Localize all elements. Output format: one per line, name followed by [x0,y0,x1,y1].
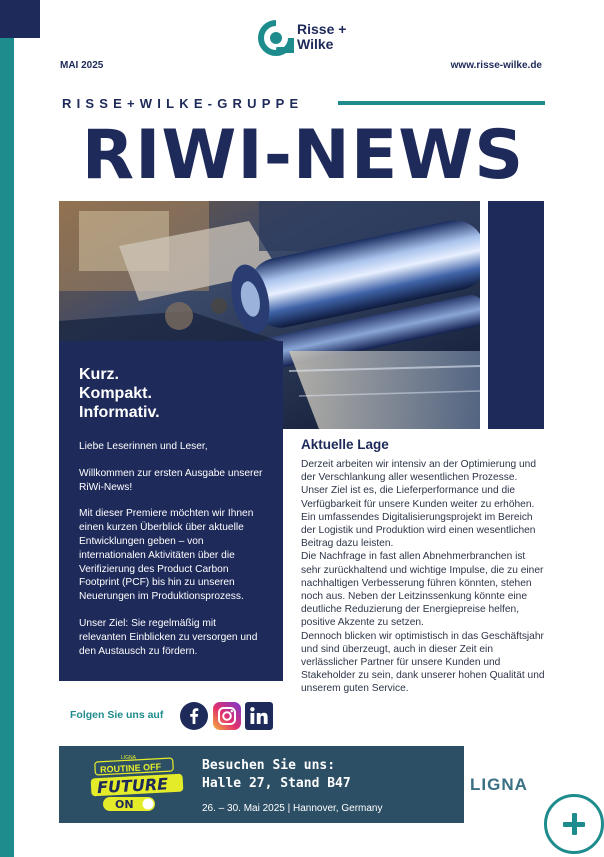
intro-goal: Unser Ziel: Sie regelmäßig mit relevanten Einblicken zu versorgen und den Austausch zu fördern. [79,617,258,657]
ligna-brand: LIGNA [470,775,528,794]
logo-wordmark [297,22,346,52]
newsletter-title: RIWI-NEWS [81,116,525,195]
banner-dates-location: 26. – 30. Mai 2025 | Hannover, Germany [202,803,383,814]
group-name: RISSE+WILKE-GRUPPE [62,96,304,111]
follow-us-label: Folgen Sie uns auf [70,709,164,721]
banner-logo-line-2: FUTURE [96,774,169,798]
website-link[interactable]: www.risse-wilke.de [450,60,542,71]
intro-box [59,341,283,681]
intro-heading-line-2: Kompakt. [79,385,152,402]
linkedin-icon[interactable] [245,702,273,730]
logo-line-2: Wilke [297,36,334,52]
article-paragraph: Derzeit arbeiten wir intensiv an der Optimierung und der Verschlankung aller wesentlichen Prozesse. Unser Ziel ist es, die Lieferperformance und die Verfügbarkeit für unsere Kunden weiter zu erhöhen. Ein umfassendes Digitalisierungsprojekt im Bereich der Logistik und Produktion wird einen wesentlichen Beitrag dazu leisten. [301,459,536,550]
group-underline [338,101,545,105]
corner-accent-block [0,0,40,38]
article-heading: Aktuelle Lage [301,437,389,452]
logo-line-1: Risse + [297,21,347,37]
banner-logo-line-1: ROUTINE OFF [99,761,162,775]
logo-mark-icon [258,20,294,56]
facebook-icon[interactable] [180,702,208,730]
navy-accent-strip [488,201,544,429]
trade-fair-banner[interactable] [59,746,464,823]
banner-logo-small: LIGNA [121,755,137,761]
instagram-icon[interactable] [213,702,241,730]
routine-off-future-on-logo [73,750,208,816]
article-paragraph: Dennoch blicken wir optimistisch in das Geschäftsjahr und sind überzeugt, auch in dieser Zeit ein verlässlicher Partner für unsere Kunden und Stakeholder zu sein, dank unserer hohen Qualität und unserem guten Service. [301,630,545,695]
plus-icon[interactable] [544,794,604,854]
banner-logo-line-3: ON [115,798,134,811]
company-logo[interactable] [258,20,354,56]
banner-visit-us: Besuchen Sie uns: [202,758,336,773]
intro-welcome: Willkommen zur ersten Ausgabe unserer RiWi-News! [79,467,263,493]
intro-greeting: Liebe Leserinnen und Leser, [79,441,208,452]
intro-overview: Mit dieser Premiere möchten wir Ihnen einen kurzen Überblick über aktuelle Entwicklungen geben – von internationalen Aktivitäten über die Verifizierung des Product Carbon Footprint (PCF) bis hin zu unseren Neuerungen im Produktionsprozess. [79,508,254,603]
banner-booth: Halle 27, Stand B47 [202,776,351,791]
left-accent-bar [0,0,14,857]
article-paragraph: Die Nachfrage in fast allen Abnehmerbranchen ist sehr zurückhaltend und wichtige Impulse, die zu einer nachhaltigen Verbesserung führen könnten, stehen noch aus. Neben der Leitzinssenkung könnte eine deutliche Reduzierung der Energiepreise helfen, positive Akzente zu setzen. [301,551,544,629]
article-current-situation [301,437,545,696]
intro-heading [79,365,265,422]
issue-date: MAI 2025 [60,60,104,71]
intro-heading-line-3: Informativ. [79,404,160,421]
intro-heading-line-1: Kurz. [79,366,119,383]
